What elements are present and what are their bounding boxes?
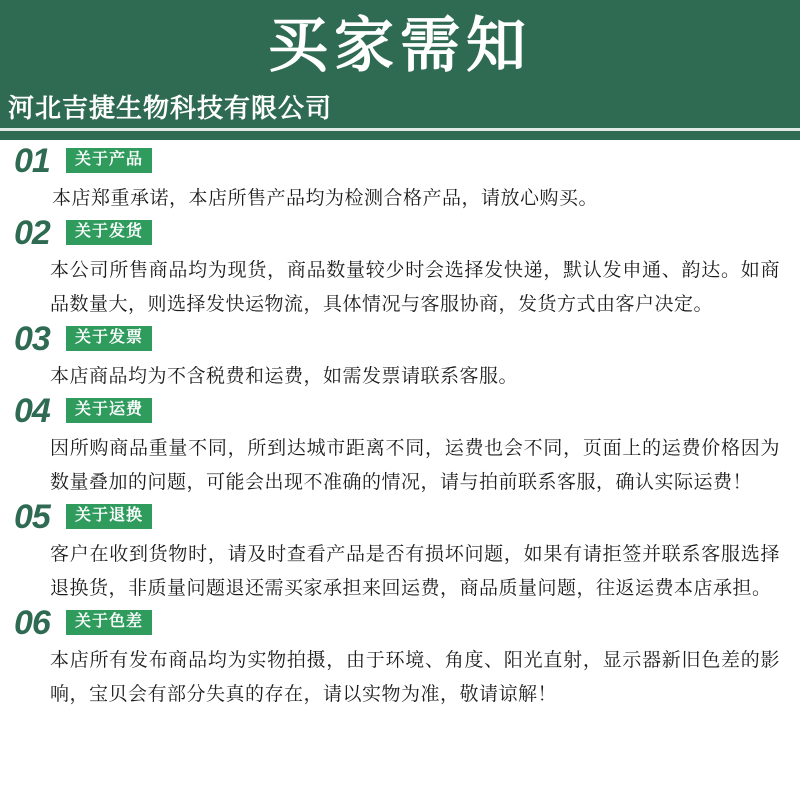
section-tag: 关于色差 (66, 610, 152, 635)
section-number: 02 (14, 214, 50, 252)
notice-sections (0, 140, 800, 712)
section-tag: 关于运费 (66, 398, 152, 423)
company-name: 河北吉捷生物科技有限公司 (8, 94, 333, 123)
section-body: 客户在收到货物时，请及时查看产品是否有损坏问题，如果有请拒签并联系客服选择退换货，非质量问题退还需买家承担来回运费，商品质量问题，往返运费本店承担。 (50, 544, 780, 599)
section-number: 01 (14, 142, 50, 180)
section-header (14, 320, 786, 358)
notice-section-invoice (0, 320, 800, 394)
section-tag: 关于退换 (66, 504, 152, 529)
section-header (14, 392, 786, 430)
section-header (14, 214, 786, 252)
section-header (14, 498, 786, 536)
section-number: 03 (14, 320, 50, 358)
section-body: 本店所有发布商品均为实物拍摄，由于环境、角度、阳光直射，显示器新旧色差的影响，宝贝会有部分失真的存在，请以实物为准，敬请谅解！ (50, 650, 780, 705)
section-body: 因所购商品重量不同，所到达城市距离不同，运费也会不同，页面上的运费价格因为数量叠加的问题，可能会出现不准确的情况，请与拍前联系客服，确认实际运费！ (50, 438, 780, 493)
notice-section-freight (0, 392, 800, 500)
section-tag: 关于发货 (66, 220, 152, 245)
notice-section-returns (0, 498, 800, 606)
section-tag: 关于发票 (66, 326, 152, 351)
section-number: 05 (14, 498, 50, 536)
section-body: 本公司所售商品均为现货，商品数量较少时会选择发快递，默认发申通、韵达。如商品数量大，则选择发快运物流，具体情况与客服协商，发货方式由客户决定。 (50, 260, 780, 315)
header-divider (0, 128, 800, 131)
notice-section-product (0, 142, 800, 216)
section-header (14, 604, 786, 642)
section-body: 本店商品均为不含税费和运费，如需发票请联系客服。 (50, 366, 519, 387)
section-body: 本店郑重承诺，本店所售产品均为检测合格产品，请放心购买。 (52, 188, 599, 209)
section-number: 04 (14, 392, 50, 430)
notice-section-shipping (0, 214, 800, 322)
section-number: 06 (14, 604, 50, 642)
section-tag: 关于产品 (66, 148, 152, 173)
page-header (0, 0, 800, 140)
page-title: 买家需知 (268, 13, 532, 79)
section-header (14, 142, 786, 180)
notice-section-color (0, 604, 800, 712)
